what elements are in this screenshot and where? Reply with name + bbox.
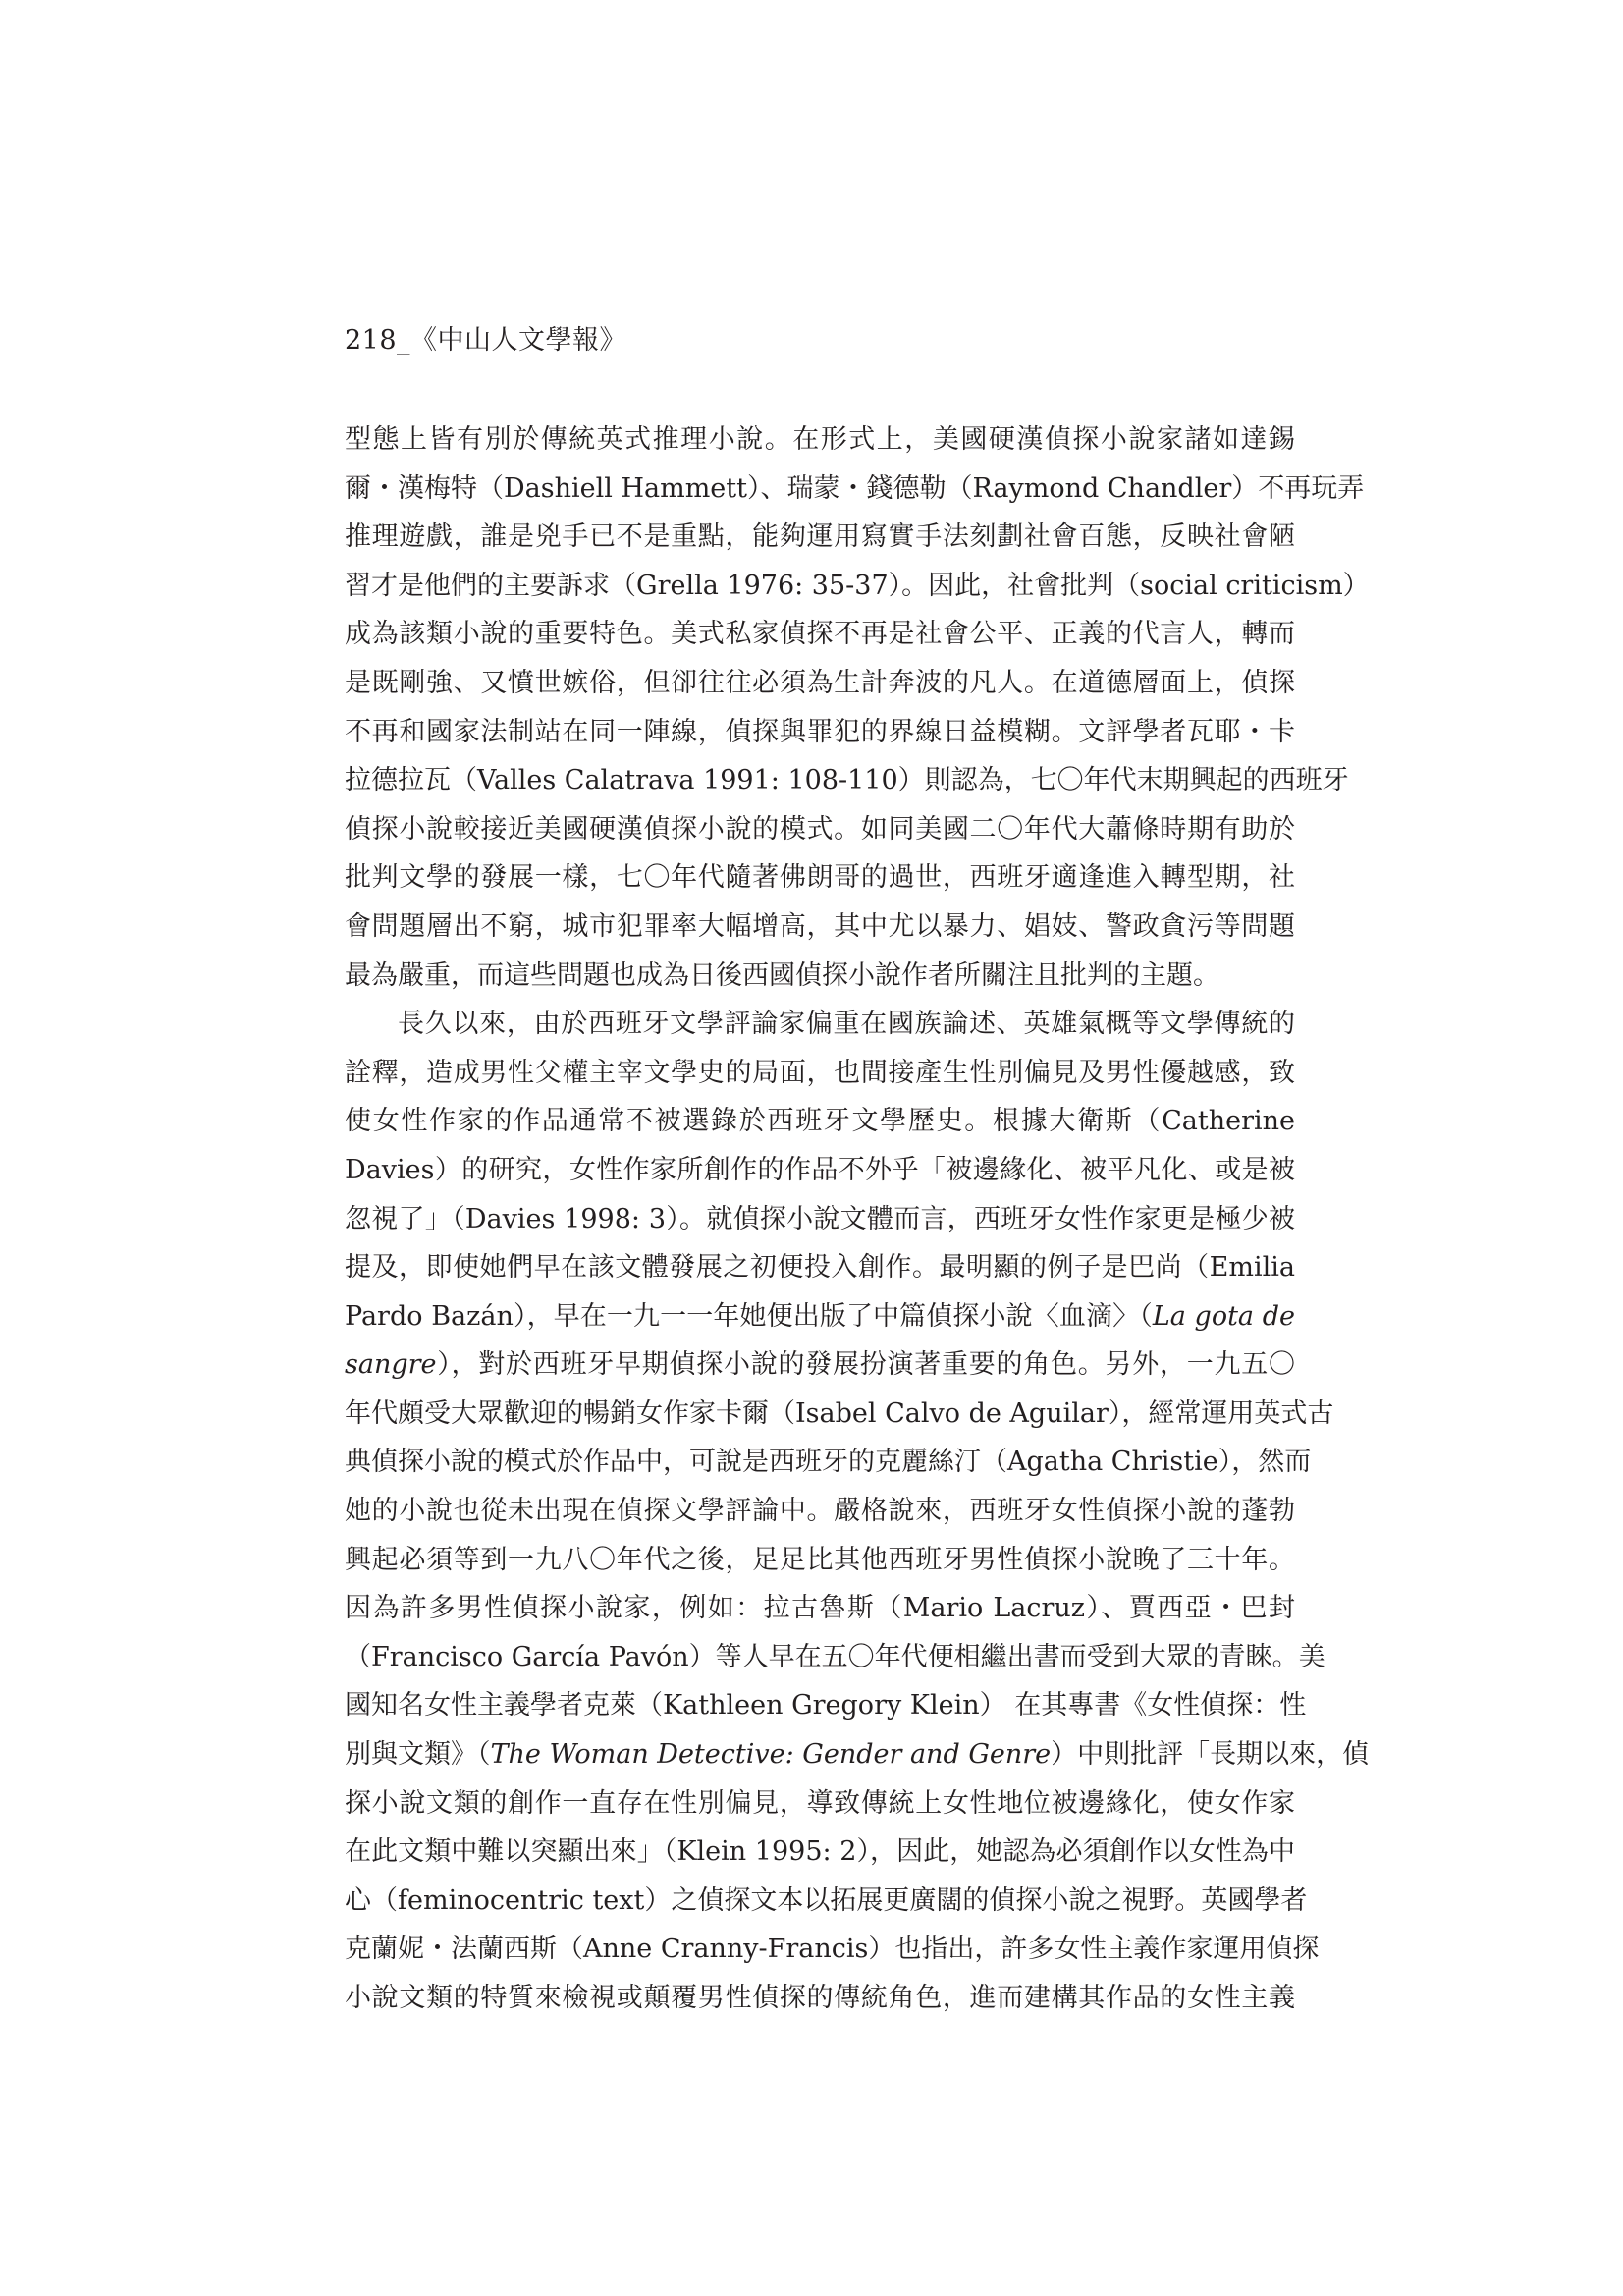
text-line: 小說文類的特質來檢視或顛覆男性偵探的傳統角色，進而建構其作品的女性主義	[345, 1983, 1295, 2013]
body-text	[345, 415, 1370, 2023]
text-line: 心（feminocentric text）之偵探文本以拓展更廣闊的偵探小說之視野。英國學者	[345, 1885, 1308, 1916]
text-line: Davies）的研究，女性作家所創作的作品不外乎「被邊緣化、被平凡化、或是被	[345, 1154, 1295, 1185]
text-line: 爾・漢梅特（Dashiell Hammett）、瑞蒙・錢德勒（Raymond Chandler）不再玩弄	[345, 472, 1365, 504]
text-line: 提及，即使她們早在該文體發展之初便投入創作。最明顯的例子是巴尚（Emilia	[345, 1252, 1295, 1284]
italic-title: The Woman Detective: Gender and Genre	[490, 1739, 1052, 1771]
text-line: 是既剛強、又憤世嫉俗，但卻往往必須為生計奔波的凡人。在道德層面上，偵探	[345, 667, 1295, 698]
italic-title: La gota de	[1152, 1300, 1295, 1332]
text-line: 典偵探小說的模式於作品中，可說是西班牙的克麗絲汀（Agatha Christie），然而	[345, 1447, 1312, 1478]
text-line: 年代頗受大眾歡迎的暢銷女作家卡爾（Isabel Calvo de Aguilar），經常運用英式古	[345, 1397, 1334, 1429]
text-line: 批判文學的發展一樣，七〇年代隨著佛朗哥的過世，西班牙適逢進入轉型期，社	[345, 862, 1295, 894]
text-line: 偵探小說較接近美國硬漢偵探小說的模式。如同美國二〇年代大蕭條時期有助於	[345, 813, 1295, 845]
text-line: sangre），對於西班牙早期偵探小說的發展扮演著重要的角色。另外，一九五〇	[345, 1349, 1295, 1381]
text-line: 不再和國家法制站在同一陣線，偵探與罪犯的界線日益模糊。文評學者瓦耶・卡	[345, 716, 1295, 747]
text-line: （Francisco García Pavón）等人早在五〇年代便相繼出書而受到大眾的青睞。美	[345, 1641, 1325, 1672]
text-line: 她的小說也從未出現在偵探文學評論中。嚴格說來，西班牙女性偵探小說的蓬勃	[345, 1496, 1295, 1527]
text-line: 克蘭妮・法蘭西斯（Anne Cranny-Francis）也指出，許多女性主義作家運用偵探	[345, 1934, 1320, 1965]
text-line: 型態上皆有別於傳統英式推理小說。在形式上，美國硬漢偵探小說家諸如達錫	[345, 424, 1295, 455]
text-line: 拉德拉瓦（Valles Calatrava 1991: 108-110）則認為，七〇年代末期興起的西班牙	[345, 765, 1349, 796]
text-line: 習才是他們的主要訴求（Grella 1976: 35-37）。因此，社會批判（social criticism）	[345, 570, 1370, 601]
text-line: 別與文類》（The Woman Detective: Gender and Genre）中則批評「長期以來，偵	[345, 1739, 1370, 1771]
text-line: 國知名女性主義學者克萊（Kathleen Gregory Klein） 在其專書《女性偵探：性	[345, 1690, 1307, 1722]
text-line: Pardo Bazán），早在一九一一年她便出版了中篇偵探小說〈血滴〉（La gota de	[345, 1300, 1295, 1332]
text-line: 詮釋，造成男性父權主宰文學史的局面，也間接產生性別偏見及男性優越感，致	[345, 1057, 1295, 1088]
text-line: 推理遊戲，誰是兇手已不是重點，能夠運用寫實手法刻劃社會百態，反映社會陋	[345, 521, 1295, 553]
text-line: 興起必須等到一九八〇年代之後，足足比其他西班牙男性偵探小說晚了三十年。	[345, 1544, 1295, 1575]
text-line: 最為嚴重，而這些問題也成為日後西國偵探小說作者所關注且批判的主題。	[345, 959, 1219, 991]
text-line: 長久以來，由於西班牙文學評論家偏重在國族論述、英雄氣概等文學傳統的	[398, 1009, 1295, 1040]
text-line: 在此文類中難以突顯出來」（Klein 1995: 2），因此，她認為必須創作以女性為中	[345, 1836, 1295, 1868]
text-line: 成為該類小說的重要特色。美式私家偵探不再是社會公平、正義的代言人，轉而	[345, 619, 1295, 650]
text-line: 使女性作家的作品通常不被選錄於西班牙文學歷史。根據大衛斯（Catherine	[345, 1106, 1295, 1137]
text-line: 因為許多男性偵探小說家，例如：拉古魯斯（Mario Lacruz）、賈西亞・巴封	[345, 1593, 1295, 1624]
text-line: 會問題層出不窮，城市犯罪率大幅增高，其中尤以暴力、娼妓、警政貪污等問題	[345, 910, 1295, 942]
text-line: 忽視了」（Davies 1998: 3）。就偵探小說文體而言，西班牙女性作家更是極少被	[345, 1203, 1295, 1234]
text-line: 探小說文類的創作一直存在性別偏見，導致傳統上女性地位被邊緣化，使女作家	[345, 1787, 1295, 1819]
italic-title: sangre	[345, 1349, 437, 1381]
running-head: 218_《中山人文學報》	[345, 325, 627, 355]
